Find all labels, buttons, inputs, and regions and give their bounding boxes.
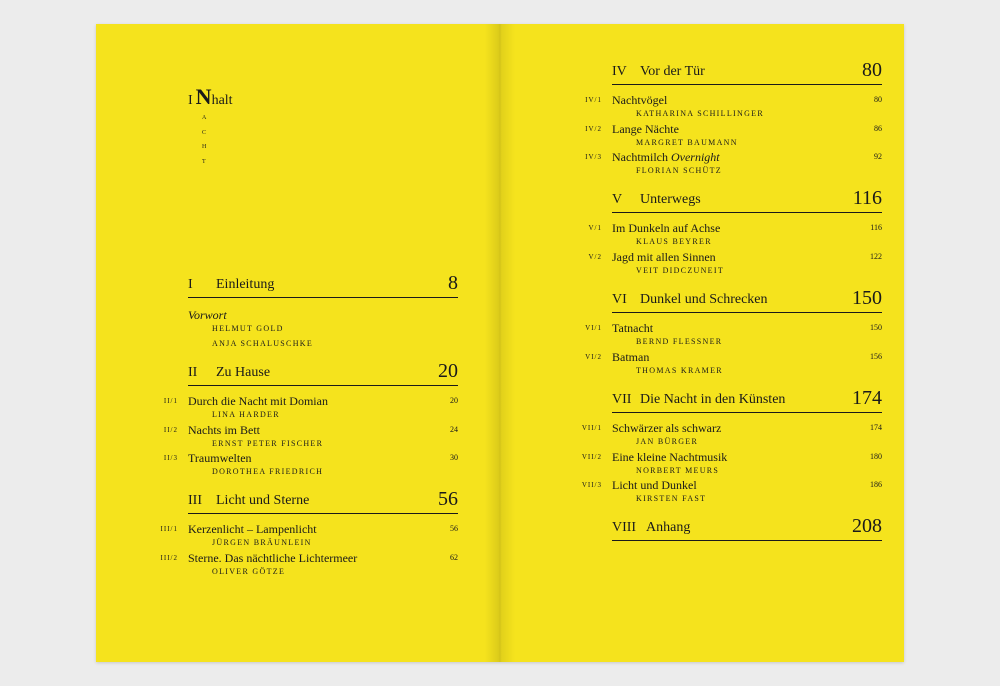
entry-title: Eine kleine Nachtmusik (612, 449, 728, 464)
entry-title: Durch die Nacht mit Domian (188, 394, 328, 408)
entry-code: V/1 (588, 224, 602, 232)
entry-page: 174 (870, 423, 882, 432)
toc-entry[interactable] (160, 550, 458, 580)
entry-page: 30 (450, 453, 458, 463)
entry-title (612, 150, 720, 164)
entry-code: VII/3 (581, 481, 602, 490)
entry-code: VI/2 (585, 352, 602, 361)
section-title: Dunkel und Schrecken (640, 292, 768, 307)
toc-entry[interactable] (163, 451, 458, 480)
entry-page: 80 (874, 95, 882, 104)
toc-entry[interactable] (588, 221, 882, 250)
entry-title: Kerzenlicht – Lampenlicht (188, 522, 317, 536)
toc-entry[interactable] (581, 421, 882, 450)
entry-title: Im Dunkeln auf Achse (612, 221, 721, 235)
entry-title-text: Nachtmilch (612, 150, 668, 165)
entry-page: 150 (870, 323, 882, 332)
entry-code: IV/1 (585, 96, 602, 104)
toc-entry[interactable] (588, 249, 882, 279)
section-page: 8 (448, 272, 458, 294)
toc-entry[interactable] (581, 478, 882, 507)
section-title: Unterwegs (640, 192, 701, 207)
section-iv (585, 59, 882, 179)
toc-entry[interactable] (160, 522, 458, 551)
section-viii (612, 516, 882, 541)
entry-author: KLAUS BEYRER (636, 237, 712, 246)
entry-page: 122 (870, 251, 882, 261)
toc-entry[interactable] (581, 449, 882, 479)
author: ANJA SCHALUSCHKE (212, 338, 314, 348)
section-title: Die Nacht in den Künsten (640, 392, 786, 407)
section-page: 80 (862, 59, 882, 81)
entry-title: Tatnacht (612, 321, 654, 335)
title-initial: N (195, 84, 212, 109)
author: HELMUT GOLD (212, 324, 284, 333)
section-number: I (188, 277, 193, 292)
entry-author: VEIT DIDCZUNEIT (636, 265, 725, 275)
right-page (500, 24, 904, 662)
toc-entry[interactable] (585, 321, 882, 350)
entry-author: FLORIAN SCHÜTZ (636, 166, 722, 176)
entry-code: VII/1 (581, 424, 602, 432)
section-iii (160, 488, 458, 579)
entry-page: 24 (450, 424, 458, 434)
section-heading[interactable] (188, 361, 458, 386)
entry-author: NORBERT MEURS (636, 465, 720, 475)
section-page: 20 (438, 360, 458, 382)
entry-author: BERND FLESSNER (636, 337, 723, 346)
section-i (188, 273, 458, 351)
title-letter: A (202, 115, 208, 121)
entry-author: JÜRGEN BRÄUNLEIN (212, 538, 312, 547)
entry-author: DOROTHEA FRIEDRICH (212, 467, 324, 477)
entry-page: 186 (870, 480, 882, 490)
section-number: II (188, 365, 198, 380)
entry-title: Nachts im Bett (188, 422, 260, 437)
entry-code: VII/2 (581, 452, 602, 461)
title-letter: H (202, 144, 208, 150)
section-number: VII (612, 392, 632, 407)
toc-entry[interactable] (163, 394, 458, 423)
section-number: IV (612, 64, 627, 79)
entry-code: IV/2 (585, 124, 602, 133)
entry-page: 92 (874, 152, 882, 162)
section-title: Zu Hause (216, 365, 271, 380)
entry-page: 86 (874, 123, 882, 133)
section-number: III (188, 493, 202, 508)
vorwort-title[interactable]: Vorwort (188, 308, 227, 322)
section-heading[interactable] (188, 273, 458, 298)
section-ii (163, 360, 458, 480)
section-title: Einleitung (216, 277, 275, 292)
entry-code: II/3 (163, 454, 178, 463)
entry-code: II/1 (163, 397, 178, 405)
entry-page: 180 (870, 451, 882, 461)
entry-title: Licht und Dunkel (612, 478, 697, 493)
entry-code: VI/1 (585, 324, 602, 332)
toc-entry[interactable] (163, 422, 458, 452)
section-heading[interactable] (612, 60, 882, 85)
entry-title: Batman (612, 349, 650, 364)
section-number: V (612, 192, 623, 207)
entry-page: 62 (450, 552, 458, 562)
entry-title: Jagd mit allen Sinnen (612, 249, 716, 264)
entry-title: Nachtvögel (612, 93, 668, 107)
toc-entry[interactable] (585, 349, 882, 379)
title-lead: I (188, 93, 193, 108)
entry-author: OLIVER GÖTZE (212, 566, 286, 576)
entry-author: THOMAS KRAMER (636, 365, 723, 375)
entry-code: IV/3 (585, 153, 602, 162)
entry-title: Sterne. Das nächtliche Lichtermeer (188, 550, 358, 565)
section-vii (581, 387, 882, 507)
section-title: Vor der Tür (640, 64, 705, 79)
section-title: Licht und Sterne (216, 493, 310, 508)
toc-entry[interactable] (585, 150, 882, 179)
title-rest: halt (211, 93, 233, 108)
entry-page: 56 (450, 524, 458, 533)
entry-code: V/2 (588, 252, 602, 261)
entry-page: 20 (450, 396, 458, 405)
entry-author: LINA HARDER (212, 410, 280, 419)
entry-author: KIRSTEN FAST (636, 494, 707, 504)
section-heading[interactable] (612, 188, 882, 213)
entry-author: JAN BÜRGER (636, 437, 699, 446)
section-heading[interactable] (612, 516, 882, 541)
section-page: 208 (852, 515, 882, 537)
toc-entry[interactable] (585, 93, 882, 122)
entry-author: ERNST PETER FISCHER (212, 438, 324, 448)
section-number: VIII (612, 520, 637, 535)
section-v (588, 187, 882, 278)
toc-entry[interactable] (585, 121, 882, 151)
entry-title: Schwärzer als schwarz (612, 421, 722, 435)
title-vertical-letters (202, 111, 207, 169)
entry-code: III/1 (160, 525, 178, 533)
section-page: 150 (852, 287, 882, 309)
section-heading[interactable] (612, 388, 882, 413)
entry-author: MARGRET BAUMANN (636, 137, 738, 147)
entry-author: KATHARINA SCHILLINGER (636, 109, 764, 118)
section-title: Anhang (646, 520, 691, 535)
entry-title: Traumwelten (188, 451, 252, 466)
entry-page: 116 (870, 223, 882, 232)
entry-code: II/2 (163, 425, 178, 434)
section-number: VI (612, 292, 627, 307)
section-page: 174 (852, 387, 882, 409)
contents-title (188, 84, 233, 165)
entry-title-italic: Overnight (670, 150, 720, 165)
left-page (96, 24, 500, 662)
section-vi (585, 287, 882, 378)
entry-code: III/2 (160, 553, 178, 562)
section-page: 56 (438, 488, 458, 510)
section-page: 116 (852, 187, 882, 209)
title-letter: T (202, 158, 207, 165)
title-letter: C (202, 129, 208, 136)
entry-title: Lange Nächte (612, 121, 679, 136)
entry-page: 156 (870, 351, 882, 361)
section-heading[interactable] (188, 489, 458, 514)
section-heading[interactable] (612, 288, 882, 313)
